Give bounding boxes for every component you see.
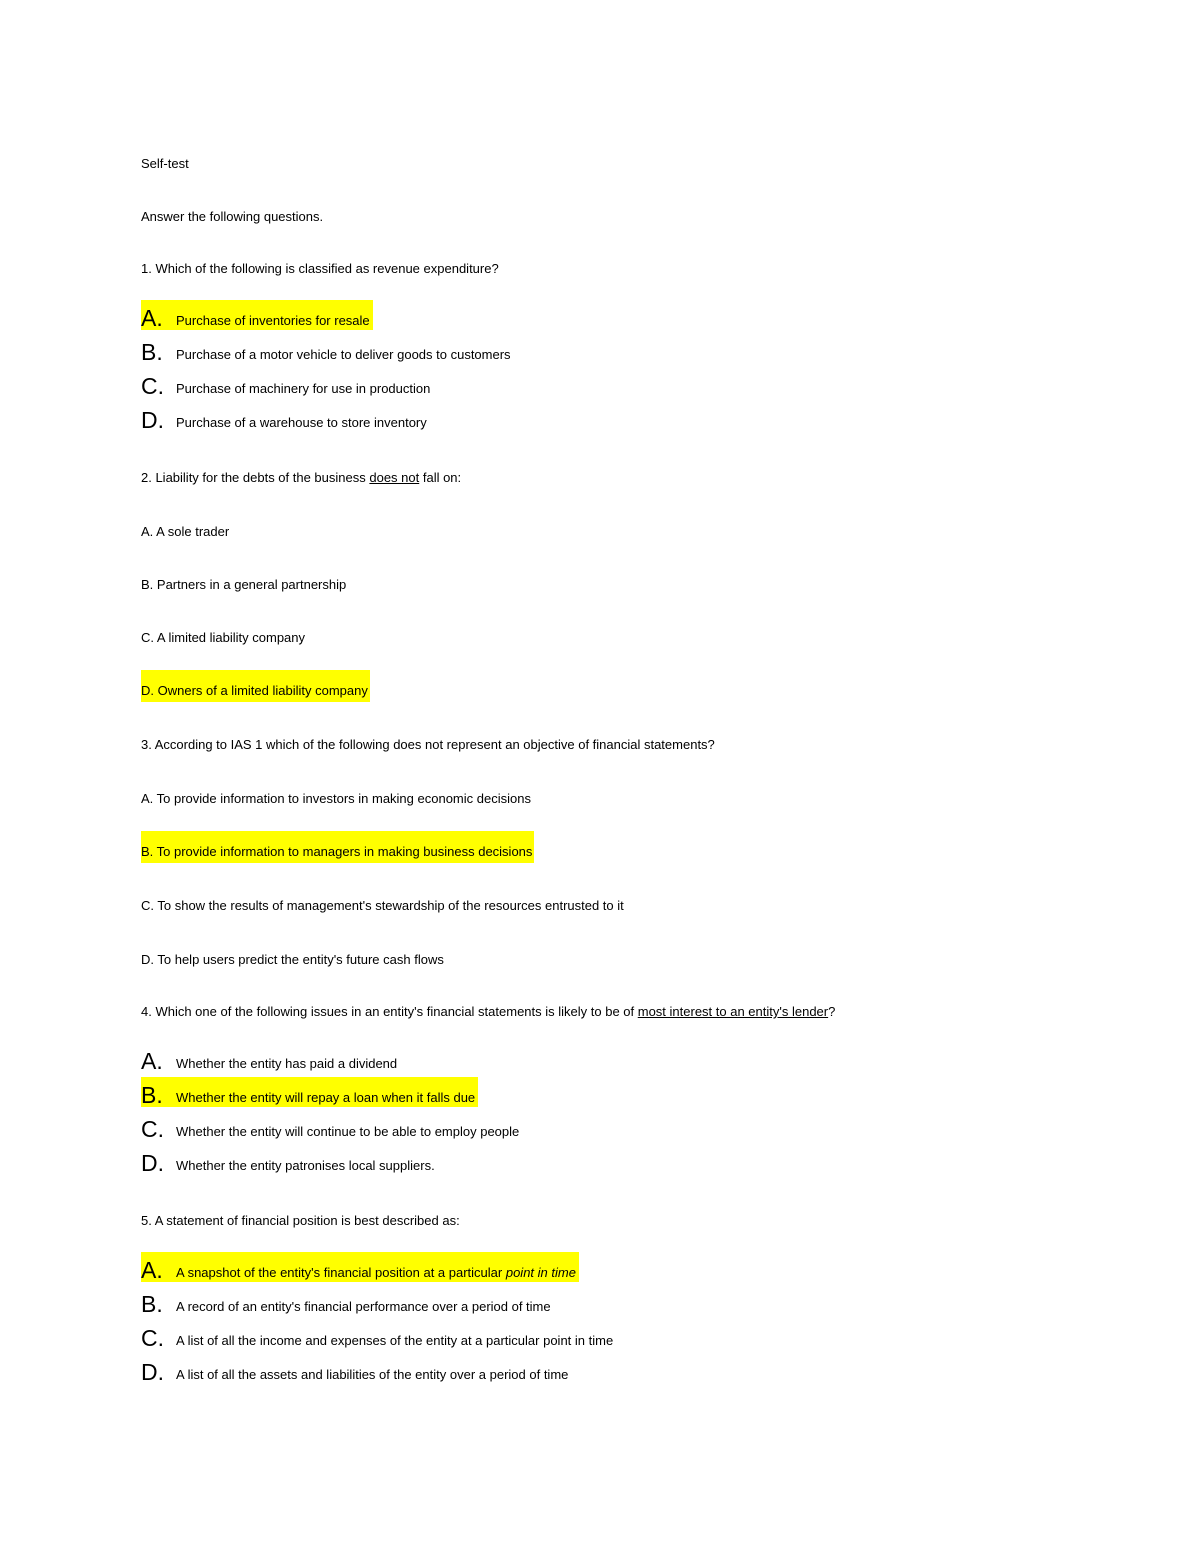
q4-option-b[interactable]: [141, 1077, 478, 1107]
option-letter: A.: [141, 305, 163, 331]
q3-option-c[interactable]: C. To show the results of management's stewardship of the resources entrusted to it: [141, 898, 624, 913]
option-text: Whether the entity patronises local suppliers.: [176, 1158, 435, 1173]
option-letter: C.: [141, 373, 164, 399]
option-letter: C.: [141, 1325, 164, 1351]
q2-option-b[interactable]: B. Partners in a general partnership: [141, 577, 347, 592]
q4-option-d[interactable]: [141, 1145, 435, 1175]
option-letter: C.: [141, 1116, 164, 1142]
option-letter: D.: [141, 1359, 164, 1385]
instructions: Answer the following questions.: [141, 209, 324, 224]
option-text: D. Owners of a limited liability company: [141, 683, 368, 698]
q5-option-b[interactable]: [141, 1286, 551, 1316]
page-title: Self-test: [141, 156, 189, 171]
q1-option-b[interactable]: [141, 334, 511, 364]
option-letter: D.: [141, 407, 164, 433]
option-text: Purchase of machinery for use in production: [176, 381, 431, 396]
q5-option-d[interactable]: [141, 1354, 568, 1384]
question-2-underlined: does not: [369, 470, 420, 485]
option-text: Whether the entity will continue to be able to employ people: [176, 1124, 520, 1139]
option-text: A record of an entity's financial performance over a period of time: [176, 1299, 551, 1314]
option-text: Purchase of a motor vehicle to deliver goods to customers: [176, 347, 511, 362]
q3-option-b[interactable]: [141, 831, 534, 863]
option-letter: B.: [141, 339, 163, 365]
q2-option-a[interactable]: A. A sole trader: [141, 524, 230, 539]
option-text: Whether the entity has paid a dividend: [176, 1056, 398, 1071]
question-4-text-after: ?: [828, 1004, 836, 1019]
option-text-main: A snapshot of the entity's financial position at a particular: [176, 1265, 506, 1280]
q3-option-d[interactable]: D. To help users predict the entity's future cash flows: [141, 952, 444, 967]
option-letter: B.: [141, 1082, 163, 1108]
q5-option-a[interactable]: [141, 1252, 579, 1282]
option-text: Whether the entity will repay a loan when it falls due: [176, 1090, 476, 1105]
question-4-underlined: most interest to an entity's lender: [637, 1004, 829, 1019]
q2-option-d[interactable]: [141, 670, 370, 702]
option-text: B. To provide information to managers in making business decisions: [141, 844, 533, 859]
option-text: [176, 1264, 576, 1282]
q1-option-c[interactable]: [141, 368, 430, 398]
option-letter: B.: [141, 1291, 163, 1317]
question-2-text-before: 2. Liability for the debts of the business: [141, 470, 370, 485]
q2-option-c[interactable]: C. A limited liability company: [141, 630, 306, 645]
option-letter: D.: [141, 1150, 164, 1176]
option-text: A list of all the assets and liabilities of the entity over a period of time: [176, 1367, 569, 1382]
question-1: 1. Which of the following is classified as revenue expenditure?: [141, 261, 499, 276]
q4-option-a[interactable]: [141, 1043, 397, 1073]
option-letter: A.: [141, 1048, 163, 1074]
q1-option-a[interactable]: [141, 300, 373, 330]
question-2: [141, 468, 461, 488]
option-letter: A.: [141, 1257, 163, 1283]
q3-option-a[interactable]: A. To provide information to investors in making economic decisions: [141, 791, 531, 806]
question-3: 3. According to IAS 1 which of the following does not represent an objective of financial statements?: [141, 737, 715, 752]
question-5: 5. A statement of financial position is best described as:: [141, 1213, 460, 1228]
question-2-text-after: fall on:: [419, 470, 462, 485]
option-text: Purchase of a warehouse to store inventory: [176, 415, 427, 430]
q4-option-c[interactable]: [141, 1111, 519, 1141]
q1-option-d[interactable]: [141, 402, 427, 432]
question-4-text-before: 4. Which one of the following issues in an entity's financial statements is likely to be of: [141, 1004, 638, 1019]
question-4: [141, 1002, 835, 1022]
option-text: A list of all the income and expenses of the entity at a particular point in time: [176, 1333, 614, 1348]
q5-option-c[interactable]: [141, 1320, 613, 1350]
option-text: Purchase of inventories for resale: [176, 313, 370, 328]
option-text-italic: point in time: [505, 1265, 576, 1280]
